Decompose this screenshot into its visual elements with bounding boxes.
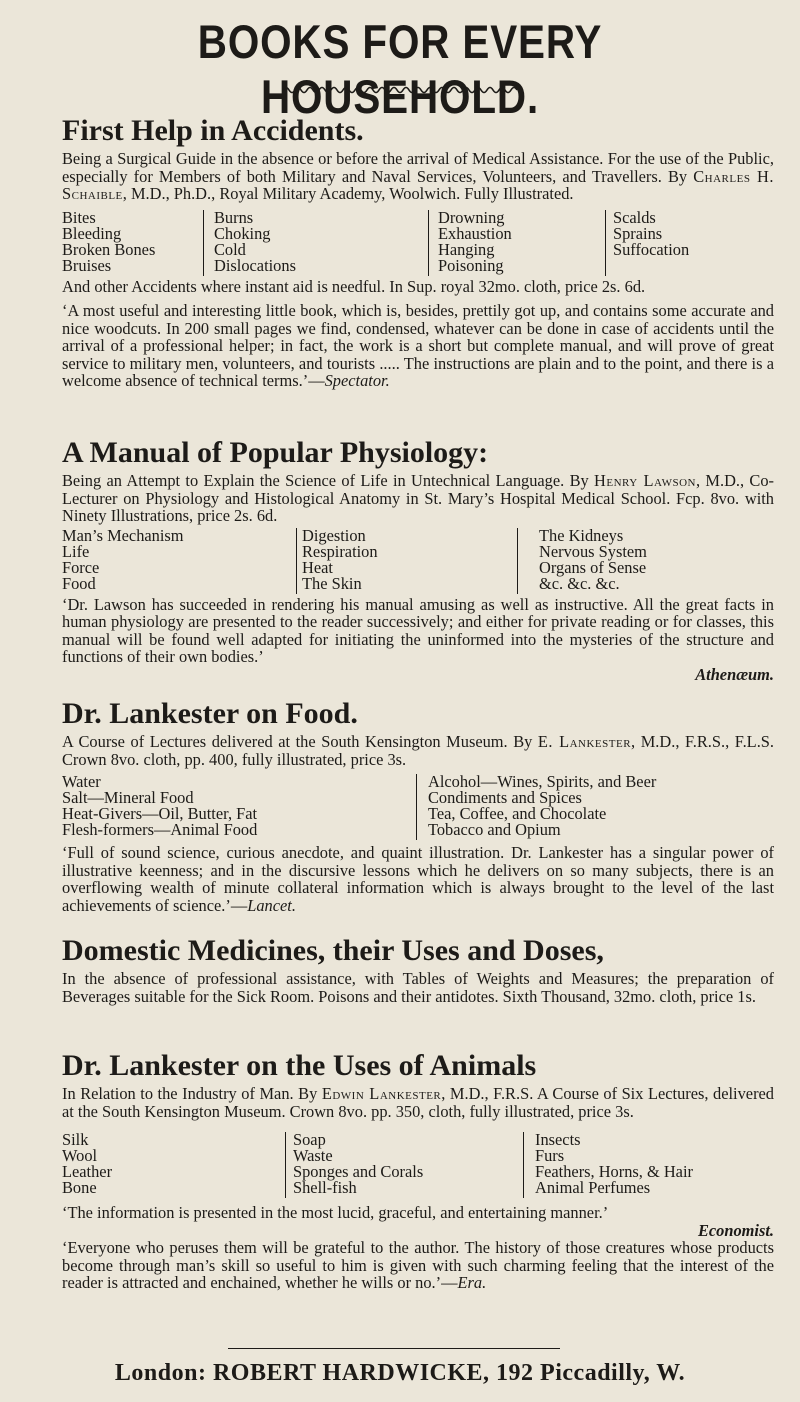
topic-item: Waste bbox=[293, 1146, 333, 1165]
topic-column bbox=[613, 207, 690, 259]
topic-item: Condiments and Spices bbox=[428, 788, 582, 807]
topic-item: Drowning bbox=[438, 207, 505, 227]
topic-item: Organs of Sense bbox=[539, 557, 647, 577]
review-source: Lancet. bbox=[247, 895, 296, 915]
topic-item: Nervous System bbox=[539, 541, 647, 561]
topic-item: Furs bbox=[535, 1146, 565, 1165]
topic-column bbox=[214, 207, 296, 275]
topic-item: Shell-fish bbox=[293, 1178, 357, 1197]
topic-column bbox=[62, 525, 184, 593]
topic-item: Poisoning bbox=[438, 255, 504, 275]
column-divider bbox=[517, 528, 518, 594]
topic-item: Burns bbox=[214, 207, 254, 227]
column-divider bbox=[285, 1132, 286, 1198]
topic-item: Bruises bbox=[62, 255, 112, 275]
review-source: Era. bbox=[457, 1273, 487, 1292]
topic-column bbox=[62, 207, 156, 275]
topic-item: Bone bbox=[62, 1178, 97, 1197]
section-food bbox=[62, 697, 774, 914]
review-quote: ‘Everyone who peruses them will be grateful to the author. The history of those creatures whose products become through man’s skill so useful to him is given with such charming feeling that the interest of the reader is attracted and enchained, whether he wills or no.’—Era. bbox=[62, 1238, 774, 1292]
topic-item: Bleeding bbox=[62, 223, 122, 243]
topic-item: Tea, Coffee, and Chocolate bbox=[428, 804, 607, 823]
topic-item: Heat bbox=[302, 557, 333, 577]
topic-item: Food bbox=[62, 573, 96, 593]
author-name: Edwin Lankester bbox=[321, 1084, 442, 1103]
topic-item: Heat-Givers—Oil, Butter, Fat bbox=[62, 804, 258, 823]
section-title: First Help in Accidents. bbox=[62, 114, 364, 147]
column-divider bbox=[428, 210, 429, 276]
review-source: Economist. bbox=[697, 1220, 774, 1240]
topic-item: Life bbox=[62, 541, 90, 561]
topic-item: Animal Perfumes bbox=[535, 1178, 651, 1197]
section-description: Being a Surgical Guide in the absence or before the arrival of Medical Assistance. For the use of the Public, especially for Members of both Military and Naval Services, Volunteers, and Travellers. By Charles H. Schaible, M.D., Ph.D., Royal Military Academy, Woolwich. Fully Illustrated. bbox=[62, 149, 774, 203]
publisher-footer: London: ROBERT HARDWICKE, 192 Piccadilly, W. bbox=[114, 1360, 686, 1386]
topic-columns bbox=[62, 774, 774, 844]
topic-item: Leather bbox=[62, 1162, 113, 1181]
topic-column bbox=[535, 1132, 693, 1196]
section-description: In Relation to the Industry of Man. By Edwin Lankester, M.D., F.R.S. A Course of Six Lectures, delivered at the South Kensington Museum. Crown 8vo. pp. 350, cloth, fully illustrated, price 3s. bbox=[62, 1084, 775, 1121]
topic-item: Bites bbox=[62, 207, 96, 227]
topic-item: Feathers, Horns, & Hair bbox=[535, 1162, 693, 1181]
review-quote: ‘The information is presented in the most lucid, graceful, and entertaining manner.’ bbox=[62, 1203, 609, 1222]
topic-item: Respiration bbox=[302, 541, 378, 561]
column-divider bbox=[416, 774, 417, 840]
column-divider bbox=[203, 210, 204, 276]
section-note: And other Accidents where instant aid is needful. In Sup. royal 32mo. cloth, price 2s. 6d. bbox=[62, 276, 646, 296]
topic-item: Broken Bones bbox=[62, 239, 156, 259]
section-title: Dr. Lankester on Food. bbox=[62, 697, 358, 730]
section-physiology bbox=[62, 436, 774, 683]
topic-item: Choking bbox=[214, 223, 271, 243]
topic-item: Insects bbox=[535, 1130, 581, 1149]
section-description: Being an Attempt to Explain the Science of Life in Untechnical Language. By Henry Lawson, M.D., Co-Lecturer on Physiology and Histological Anatomy in St. Mary’s Hospital Medical School. Fcp. 8vo. with Ninety Illustrations, price 2s. 6d. bbox=[62, 471, 775, 525]
topic-item: Exhaustion bbox=[438, 223, 512, 243]
topic-item: Alcohol—Wines, Spirits, and Beer bbox=[428, 772, 657, 791]
topic-item: Force bbox=[62, 557, 100, 577]
topic-item: Cold bbox=[214, 239, 246, 259]
column-divider bbox=[523, 1132, 524, 1198]
section-description: In the absence of professional assistance, with Tables of Weights and Measures; the preparation of Beverages suitable for the Sick Room. Poisons and their antidotes. Sixth Thousand, 32mo. cloth, price 1s. bbox=[62, 969, 774, 1006]
column-divider bbox=[296, 528, 297, 594]
topic-columns bbox=[62, 525, 774, 594]
section-title: Dr. Lankester on the Uses of Animals bbox=[62, 1049, 537, 1082]
section-medicines bbox=[62, 934, 774, 1005]
topic-item: Suffocation bbox=[613, 239, 690, 259]
topic-column bbox=[62, 774, 257, 838]
topic-item: &c. &c. &c. bbox=[539, 573, 620, 593]
review-quote: ‘Full of sound science, curious anecdote, and quaint illustration. Dr. Lankester has a singular power of illustrative keenness; and in the discursive lessons which he delivers on so many subjects, there is an overflowing wealth of minute collateral information which is always brought to the level of the last achievements of science.’—Lancet. bbox=[62, 843, 774, 915]
section-animals bbox=[62, 1049, 774, 1292]
topic-item: The Kidneys bbox=[539, 525, 624, 545]
topic-columns bbox=[62, 1132, 774, 1204]
topic-item: The Skin bbox=[302, 573, 362, 593]
topic-item: Water bbox=[62, 772, 101, 791]
section-description: A Course of Lectures delivered at the South Kensington Museum. By E. Lankester, M.D., F.R.S., F.L.S. Crown 8vo. cloth, pp. 400, fully illustrated, price 3s. bbox=[62, 732, 775, 769]
review-quote: ‘A most useful and interesting little book, which is, besides, prettily got up, and contains some accurate and nice woodcuts. In 200 small pages we find, condensed, whatever can be done in case of accidents until the arrival of a professional helper; in fact, the work is a short but complete manual, and will prove of great service to military men, volunteers, and tourists ..... The instructions are plain and to the point, and there is a welcome absence of technical terms.’—Spectator. bbox=[62, 301, 774, 390]
topic-column bbox=[62, 1132, 112, 1196]
topic-column bbox=[302, 525, 378, 593]
topic-item: Wool bbox=[62, 1146, 98, 1165]
topic-item: Salt—Mineral Food bbox=[62, 788, 194, 807]
review-quote: ‘Dr. Lawson has succeeded in rendering his manual amusing as well as instructive. All the great facts in human physiology are presented to the reader successively; and either for private reading or for classes, this manual will be found well adapted for initiating the uninformed into the mysteries of the structure and functions of their own bodies.’ bbox=[62, 594, 774, 666]
topic-item: Silk bbox=[62, 1130, 89, 1149]
topic-columns bbox=[62, 207, 774, 278]
topic-column bbox=[428, 774, 656, 838]
column-divider bbox=[605, 210, 606, 276]
section-title: Domestic Medicines, their Uses and Doses, bbox=[62, 934, 604, 967]
review-source: Athenæum. bbox=[695, 664, 774, 684]
wavy-ornament bbox=[283, 85, 517, 95]
topic-column bbox=[539, 525, 647, 593]
author-name: Charles H. Schaible bbox=[62, 166, 774, 203]
section-title: A Manual of Popular Physiology: bbox=[62, 436, 489, 469]
author-name: Henry Lawson bbox=[594, 471, 696, 490]
topic-item: Scalds bbox=[613, 207, 656, 227]
section-first-aid bbox=[62, 114, 774, 390]
topic-item: Sponges and Corals bbox=[293, 1162, 424, 1181]
topic-item: Flesh-formers—Animal Food bbox=[62, 820, 258, 839]
topic-item: Dislocations bbox=[214, 255, 296, 275]
topic-column bbox=[438, 207, 512, 275]
topic-item: Hanging bbox=[438, 239, 495, 259]
topic-item: Digestion bbox=[302, 525, 366, 545]
footer-divider bbox=[228, 1348, 560, 1349]
review-source: Spectator. bbox=[324, 371, 390, 390]
author-name: E. Lankester bbox=[537, 732, 632, 751]
topic-item: Sprains bbox=[613, 223, 663, 243]
page-header: BOOKS FOR EVERY HOUSEHOLD. bbox=[197, 15, 603, 123]
topic-column bbox=[293, 1132, 423, 1196]
topic-item: Tobacco and Opium bbox=[428, 820, 561, 839]
topic-item: Soap bbox=[293, 1130, 326, 1149]
topic-item: Man’s Mechanism bbox=[62, 525, 184, 545]
